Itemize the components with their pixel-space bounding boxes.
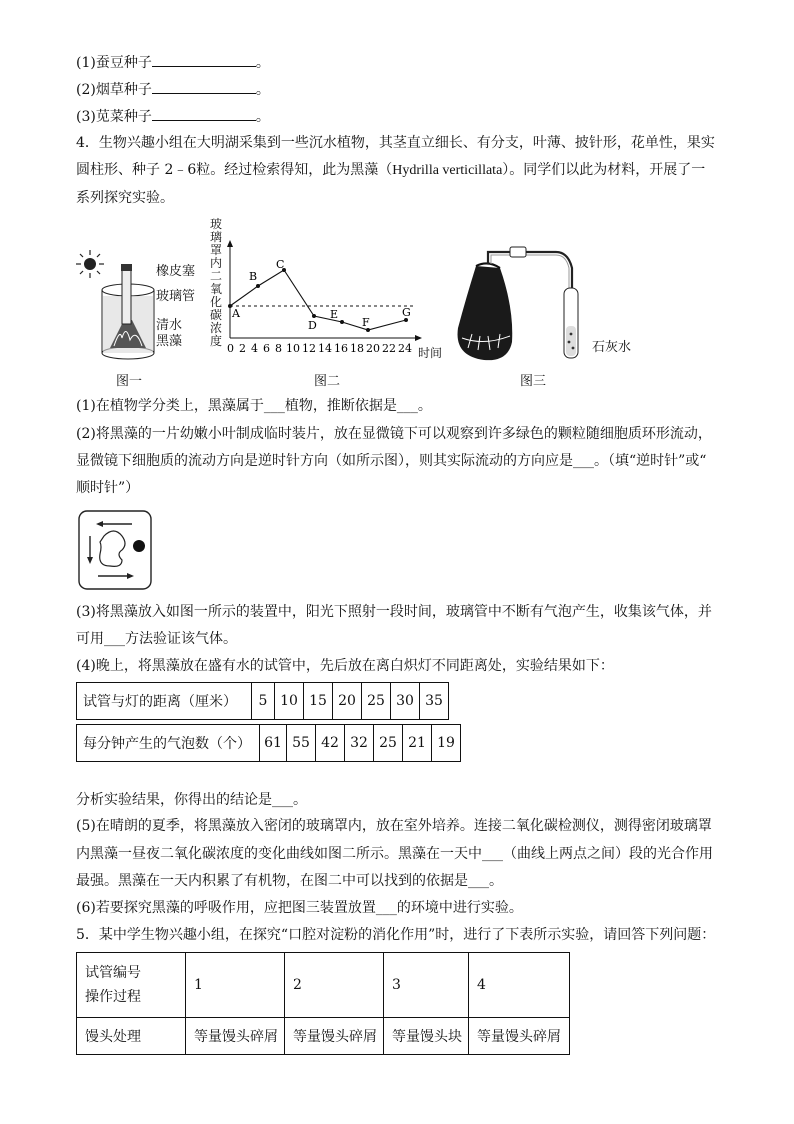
test-tube	[564, 288, 578, 358]
label-water: 清水	[156, 318, 183, 333]
q3-item-label: (1)蚕豆种子	[76, 55, 152, 71]
beaker	[102, 264, 154, 359]
q3-item-label: (3)苋菜种子	[76, 109, 152, 125]
table-cell: 15	[304, 683, 333, 720]
x-tick: 18	[350, 342, 364, 355]
q3-item-end: 。	[255, 55, 270, 71]
q4-sub3-line1: (3)将黑藻放入如图一所示的装置中，阳光下照射一段时间，玻璃管中不断有气泡产生，收集该气体，并	[76, 604, 712, 620]
figure-2-caption: 图二	[314, 374, 341, 389]
table-cell: 25	[374, 725, 403, 762]
ylabel-char: 化	[210, 295, 223, 309]
q4-sub3-line2: 可用___方法验证该气体。	[76, 631, 237, 647]
table-column-header: 3	[384, 953, 469, 1018]
table-cell: 42	[316, 725, 345, 762]
ylabel-char: 氧	[210, 282, 223, 296]
table-cell: 35	[420, 683, 449, 720]
x-tick: 10	[286, 342, 300, 355]
table-cell: 30	[391, 683, 420, 720]
table-cell: 等量馒头碎屑	[285, 1018, 384, 1055]
figure-3-apparatus	[448, 238, 598, 368]
figure-2-xlabel: 时间	[418, 346, 443, 360]
q4-sub2-line3: 顺时针”）	[76, 480, 140, 496]
x-tick-labels	[227, 342, 412, 355]
x-tick: 0	[227, 342, 234, 355]
plastic-bag	[458, 263, 513, 360]
ylabel-char: 璃	[210, 230, 223, 244]
ylabel-char: 二	[210, 269, 223, 283]
ylabel-char: 内	[210, 256, 223, 270]
x-tick: 14	[318, 342, 332, 355]
q4-intro-line1: 4．生物兴趣小组在大明湖采集到一些沉水植物，其茎直立细长、有分支，叶薄、披针形，花单性，果实	[76, 135, 715, 151]
x-tick: 6	[263, 342, 270, 355]
table-row-head: 试管与灯的距离（厘米）	[77, 683, 252, 720]
table-header-cell	[77, 953, 186, 1018]
table-cell: 等量馒头碎屑	[186, 1018, 285, 1055]
q3-item-end: 。	[255, 109, 270, 125]
ylabel-char: 度	[210, 334, 223, 348]
table-column-header: 4	[469, 953, 570, 1018]
answer-blank[interactable]	[152, 79, 256, 94]
x-tick: 20	[366, 342, 380, 355]
q4-sub6: (6)若要探究黑藻的呼吸作用，应把图三装置放置___的环境中进行实验。	[76, 900, 523, 916]
answer-blank[interactable]	[152, 52, 256, 67]
answer-blank[interactable]	[152, 106, 256, 121]
table-cell: 21	[403, 725, 432, 762]
point-label: D	[308, 319, 317, 332]
ylabel-char: 碳	[210, 308, 223, 322]
table-cell: 10	[275, 683, 304, 720]
table-column-header: 2	[285, 953, 384, 1018]
point-label: E	[330, 308, 339, 321]
figure-2-ylabel	[210, 218, 224, 348]
q4-intro-line2	[76, 160, 705, 181]
table-cell: 25	[362, 683, 391, 720]
q3-item-1	[76, 52, 270, 73]
point-label: B	[249, 270, 258, 283]
q4-intro-line3: 系列探究实验。	[76, 190, 174, 206]
label-rubber-stopper: 橡皮塞	[156, 264, 196, 279]
point-label: G	[402, 306, 411, 319]
header-line: 试管编号	[85, 965, 141, 981]
q4-sub5-line3: 最强。黑藻在一天内积累了有机物，在图二中可以找到的依据是___。	[76, 873, 503, 889]
q4-sub1: (1)在植物学分类上，黑藻属于___植物，推断依据是___。	[76, 398, 432, 414]
q4-intro-text: 圆柱形、种子 2﹣6粒。经过检索得知，此为黑藻（	[76, 162, 393, 178]
table-cell: 55	[287, 725, 316, 762]
q4-intro-text-end: ）。同学们以此为材料，开展了一	[502, 162, 706, 178]
distance-table	[76, 682, 449, 720]
x-tick: 8	[275, 342, 282, 355]
q3-item-label: (2)烟草种子	[76, 82, 152, 98]
header-line: 操作过程	[85, 989, 141, 1005]
q5-table	[76, 952, 570, 1055]
x-tick: 2	[239, 342, 246, 355]
table-cell: 19	[432, 725, 461, 762]
table-cell: 5	[252, 683, 275, 720]
label-hydrilla: 黑藻	[156, 334, 183, 349]
table-cell: 61	[260, 725, 287, 762]
q3-item-3	[76, 106, 270, 127]
table-column-header: 1	[186, 953, 285, 1018]
q3-item-end: 。	[255, 82, 270, 98]
x-tick: 4	[251, 342, 258, 355]
sun-icon	[76, 250, 104, 278]
figure-1-caption: 图一	[116, 374, 143, 389]
table-row	[77, 725, 461, 762]
table-row-head: 馒头处理	[77, 1018, 186, 1055]
x-tick: 12	[302, 342, 316, 355]
point-label: C	[276, 258, 285, 271]
table-cell: 20	[333, 683, 362, 720]
q4-sub5-line2: 内黑藻一昼夜二氧化碳浓度的变化曲线如图二所示。黑藻在一天中___（曲线上两点之间）段的光合作用	[76, 846, 713, 862]
ylabel-char: 玻	[210, 217, 223, 231]
figure-3-caption: 图三	[520, 374, 547, 389]
table-cell: 等量馒头碎屑	[469, 1018, 570, 1055]
point-label: A	[232, 307, 240, 320]
q4-sub2-line2: 显微镜下细胞质的流动方向是逆时针方向（如所示图），则其实际流动的方向应是___。（填“逆时针”或“	[76, 453, 707, 469]
q4-sub2-line1: (2)将黑藻的一片幼嫩小叶制成临时装片，放在显微镜下可以观察到许多绿色的颗粒随细胞质环形流动，	[76, 426, 712, 442]
table-cell: 等量馒头块	[384, 1018, 469, 1055]
table-cell: 32	[345, 725, 374, 762]
point-label: F	[362, 316, 370, 329]
label-limewater: 石灰水	[592, 340, 632, 355]
cytoplasm-flow-diagram	[78, 510, 152, 590]
species-latin-name: Hydrilla verticillata	[392, 163, 503, 178]
q3-item-2	[76, 79, 270, 100]
table-row	[77, 953, 570, 1018]
q4-sub4: (4)晚上，将黑藻放在盛有水的试管中，先后放在离白炽灯不同距离处，实验结果如下：	[76, 658, 614, 674]
ylabel-char: 浓	[210, 321, 223, 335]
q4-sub5-line1: (5)在晴朗的夏季，将黑藻放入密闭的玻璃罩内，放在室外培养。连接二氧化碳检测仪，测得密闭玻璃罩	[76, 818, 712, 834]
x-tick: 24	[398, 342, 412, 355]
x-tick: 22	[382, 342, 396, 355]
chloroplast-dot	[133, 540, 145, 552]
table-row	[77, 1018, 570, 1055]
x-tick: 16	[334, 342, 348, 355]
table-row-head: 每分钟产生的气泡数（个）	[77, 725, 260, 762]
figure-2-chart	[224, 240, 424, 360]
ylabel-char: 罩	[210, 243, 223, 257]
bubbles-table	[76, 724, 461, 762]
table-row	[77, 683, 449, 720]
q5-intro: 5．某中学生物兴趣小组，在探究“口腔对淀粉的消化作用”时，进行了下表所示实验，请回答下列问题：	[76, 927, 716, 943]
label-glass-tube: 玻璃管	[156, 289, 196, 304]
q4-sub4-conclusion: 分析实验结果，你得出的结论是___。	[76, 792, 307, 808]
